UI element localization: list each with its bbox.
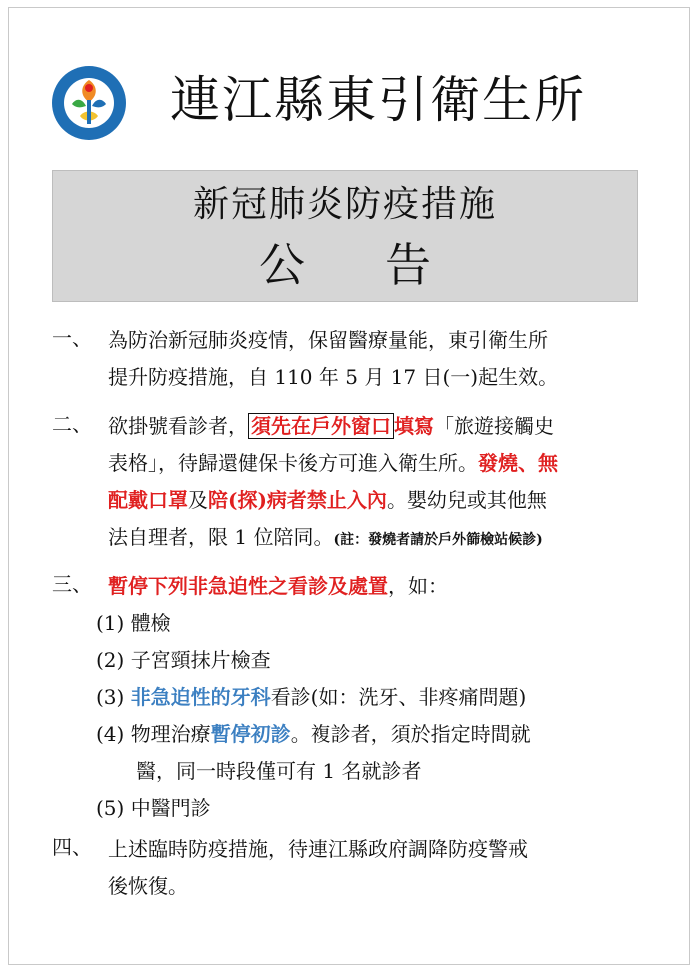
banner-title-char-2: 告 (385, 238, 431, 292)
sub-item (48, 716, 658, 753)
red-text: 發燒、無 (478, 451, 558, 475)
notice-content (48, 322, 658, 917)
banner-title-char-1: 公 (259, 238, 305, 292)
banner-title (53, 235, 637, 295)
item-number: 三、 (52, 572, 92, 596)
text-segment: ，如： (388, 574, 448, 598)
red-text: 暫停下列非急迫性之看診及處置 (108, 574, 388, 598)
blue-text: 暫停初診 (210, 722, 291, 746)
text-segment: 法自理者，限 1 位陪同。 (108, 525, 334, 549)
item-number: 一、 (52, 326, 92, 350)
sub-item (48, 679, 658, 716)
red-text: 填寫 (394, 414, 434, 438)
red-text: 陪(探)病者禁止入內 (208, 488, 387, 512)
note-text: (註：發燒者請於戶外篩檢站候診) (333, 532, 543, 548)
text-line: 上述臨時防疫措施，待連江縣政府調降防疫警戒 (108, 837, 528, 861)
sub-item: (1) 體檢 (96, 611, 171, 635)
text-segment: (3) (96, 685, 131, 709)
sub-item: (2) 子宮頸抹片檢查 (96, 648, 271, 672)
text-segment: 及 (188, 488, 208, 512)
org-title: 連江縣東引衛生所 (170, 71, 586, 129)
text-segment: 表格」，待歸還健保卡後方可進入衛生所。 (108, 451, 478, 475)
red-text: 配戴口罩 (108, 488, 188, 512)
text-line: 為防治新冠肺炎疫情，保留醫療量能，東引衛生所 (108, 328, 548, 352)
text-segment: 「旅遊接觸史 (434, 414, 554, 438)
text-segment: 看診(如：洗牙、非疼痛問題) (270, 685, 527, 709)
text-segment: 。複診者，須於指定時間就 (290, 722, 531, 746)
text-line (108, 519, 658, 556)
sub-item-continued: 醫，同一時段僅可有 1 名就診者 (136, 759, 422, 783)
text-line (108, 482, 658, 519)
text-segment: 。嬰幼兒或其他無 (386, 488, 547, 512)
item-three (48, 568, 658, 605)
blue-text: 非急迫性的牙科 (130, 685, 271, 709)
highlight-box: 須先在戶外窗口 (248, 413, 394, 439)
text-line (108, 445, 658, 482)
item-two (48, 408, 658, 556)
text-segment: 欲掛號看診者， (108, 414, 248, 438)
item-one (48, 322, 658, 396)
text-segment: (4) 物理治療 (96, 722, 211, 746)
health-bureau-logo-icon (50, 64, 128, 142)
banner-subtitle: 新冠肺炎防疫措施 (192, 184, 497, 225)
item-number: 四、 (52, 835, 92, 859)
text-line: 後恢復。 (108, 874, 188, 898)
sub-item: (5) 中醫門診 (96, 796, 211, 820)
text-line (108, 408, 658, 445)
text-line: 提升防疫措施，自 110 年 5 月 17 日(一)起生效。 (108, 365, 559, 389)
item-number: 二、 (52, 412, 92, 436)
text-line (108, 568, 658, 605)
item-four (48, 831, 658, 905)
sub-item-list (48, 605, 658, 827)
title-banner (52, 170, 638, 302)
